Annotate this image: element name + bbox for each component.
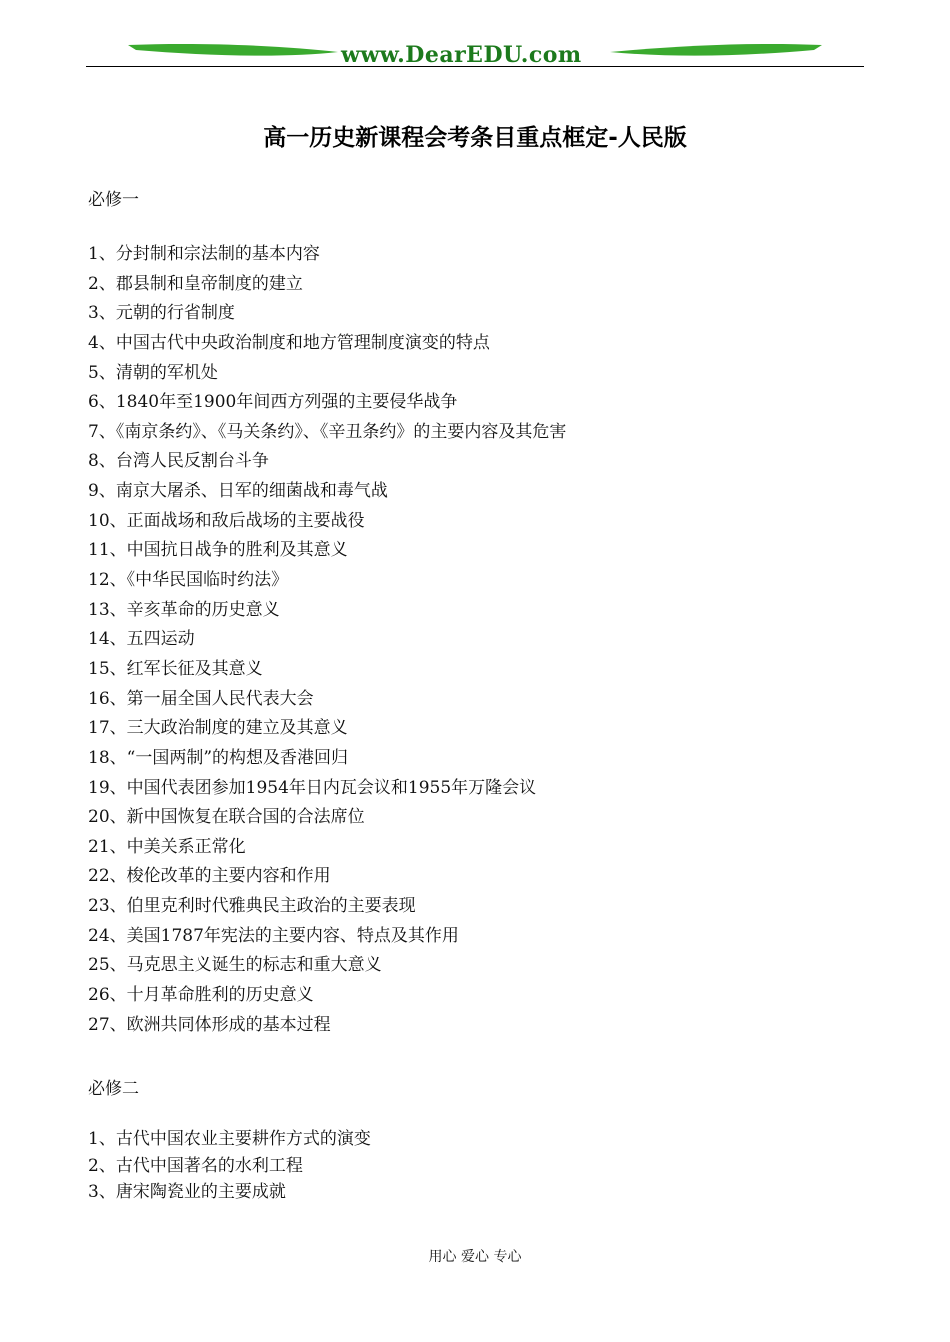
list-item: 4、中国古代中央政治制度和地方管理制度演变的特点	[88, 332, 490, 353]
list-item: 1、分封制和宗法制的基本内容	[88, 244, 320, 264]
list-item: 10、正面战场和敌后战场的主要战役	[88, 510, 365, 531]
page-title: 高一历史新课程会考条目重点框定-人民版	[263, 125, 687, 151]
site-logo: www.DearEDU.com	[341, 42, 582, 68]
list-item: 20、新中国恢复在联合国的合法席位	[88, 807, 365, 828]
list-item: 15、红军长征及其意义	[88, 658, 263, 679]
list-item: 3、元朝的行省制度	[88, 303, 235, 324]
list-item: 7、《南京条约》、《马关条约》、《辛丑条约》的主要内容及其危害	[88, 421, 567, 442]
list-item: 3、唐宋陶瓷业的主要成就	[88, 1182, 286, 1202]
page-footer: 用心 爱心 专心	[428, 1249, 522, 1265]
list-item: 11、中国抗日战争的胜利及其意义	[88, 540, 348, 561]
left-swoosh-icon	[128, 44, 338, 56]
list-item: 9、南京大屠杀、日军的细菌战和毒气战	[88, 481, 388, 502]
page-header	[86, 36, 864, 70]
list-item: 19、中国代表团参加1954年日内瓦会议和1955年万隆会议	[88, 777, 537, 798]
list-item: 18、“一国两制”的构想及香港回归	[88, 747, 349, 768]
list-item: 2、古代中国著名的水利工程	[88, 1155, 303, 1176]
list-item: 1、古代中国农业主要耕作方式的演变	[88, 1129, 371, 1149]
list-item: 24、美国1787年宪法的主要内容、特点及其作用	[88, 925, 459, 946]
list-item: 16、第一届全国人民代表大会	[88, 688, 314, 709]
list-item: 14、五四运动	[88, 629, 195, 650]
section-heading-bixiu-1: 必修一	[88, 190, 139, 210]
section-heading-bixiu-2: 必修二	[88, 1079, 139, 1099]
list-item: 12、《中华民国临时约法》	[88, 570, 289, 591]
list-item: 5、清朝的军机处	[88, 362, 218, 383]
list-item: 2、郡县制和皇帝制度的建立	[88, 273, 303, 294]
list-item: 23、伯里克利时代雅典民主政治的主要表现	[88, 896, 416, 917]
list-item: 27、欧洲共同体形成的基本过程	[88, 1014, 331, 1035]
list-item: 25、马克思主义诞生的标志和重大意义	[88, 955, 382, 976]
list-item: 17、三大政治制度的建立及其意义	[88, 718, 348, 739]
list-item: 8、台湾人民反割台斗争	[88, 451, 269, 472]
section2-list	[88, 1126, 371, 1206]
list-item: 21、中美关系正常化	[88, 836, 246, 857]
section1-list	[88, 240, 566, 1040]
list-item: 26、十月革命胜利的历史意义	[88, 985, 314, 1006]
right-swoosh-icon	[610, 44, 822, 56]
list-item: 13、辛亥革命的历史意义	[88, 599, 280, 620]
list-item: 6、1840年至1900年间西方列强的主要侵华战争	[88, 392, 458, 413]
list-item: 22、梭伦改革的主要内容和作用	[88, 866, 331, 887]
